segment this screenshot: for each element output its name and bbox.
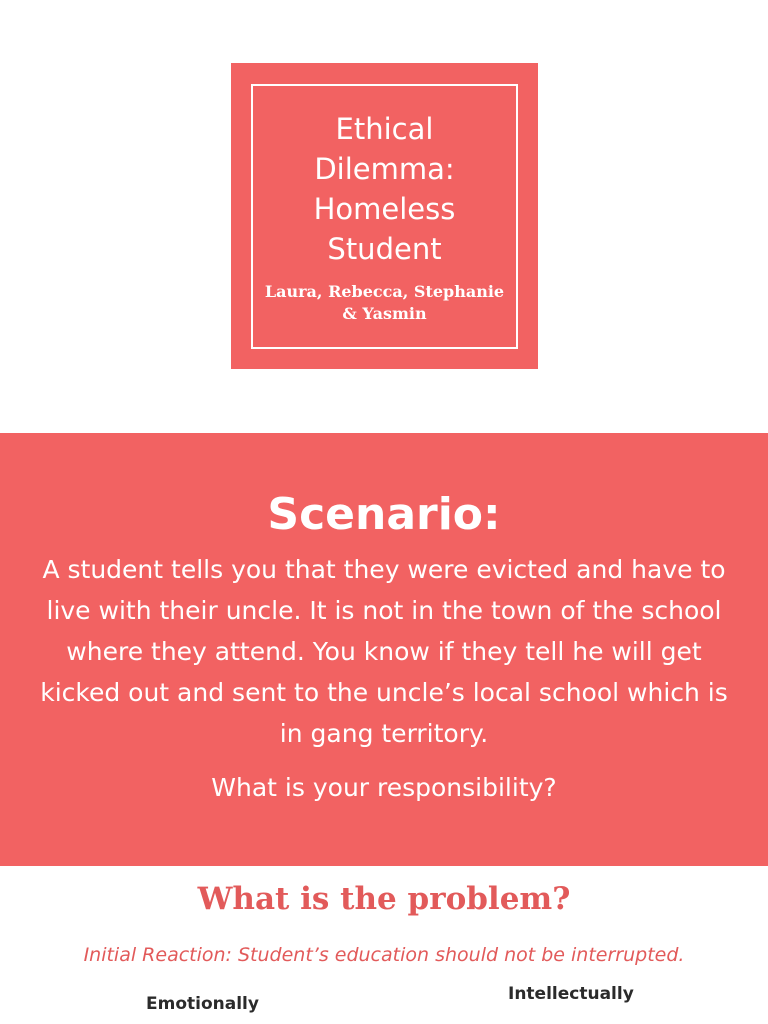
initial-reaction: Initial Reaction: Student’s education should not be interrupted. <box>83 944 685 966</box>
title-line: Student <box>327 231 442 266</box>
emotionally-column-label: Emotionally <box>146 994 259 1014</box>
scenario-section <box>0 433 768 866</box>
scenario-heading: Scenario: <box>267 489 501 540</box>
scenario-line: live with their uncle. It is not in the town of the school <box>46 596 722 625</box>
scenario-description <box>0 549 768 754</box>
author-line: & Yasmin <box>342 303 427 323</box>
title-line: Dilemma: <box>314 151 455 186</box>
title-line: Homeless <box>313 191 456 226</box>
scenario-line: kicked out and sent to the uncle’s local school which is <box>40 678 728 707</box>
title-frame <box>251 84 518 349</box>
intellectually-column-label: Intellectually <box>508 984 634 1004</box>
title-line: Ethical <box>335 111 434 146</box>
author-line: Laura, Rebecca, Stephanie <box>264 281 505 301</box>
problem-heading: What is the problem? <box>197 881 571 917</box>
scenario-line: A student tells you that they were evicted and have to <box>42 555 726 584</box>
author-names <box>265 281 504 325</box>
presentation-title <box>314 109 456 269</box>
title-card <box>231 63 538 369</box>
scenario-line: in gang territory. <box>279 719 489 748</box>
scenario-line: where they attend. You know if they tell he will get <box>66 637 702 666</box>
scenario-question: What is your responsibility? <box>211 773 557 802</box>
